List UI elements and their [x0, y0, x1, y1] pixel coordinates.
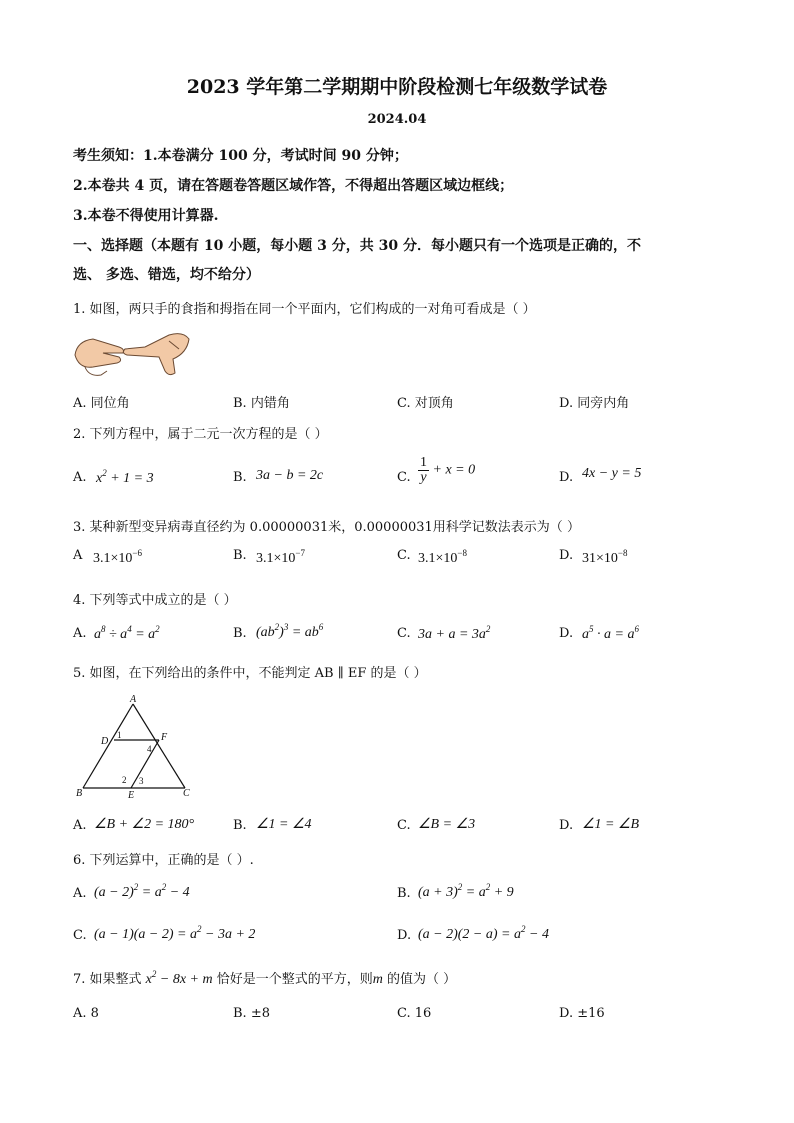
q6-label-d: D.	[397, 928, 412, 943]
q4-option-d: $a^5 \cdot a = a^6$	[582, 624, 639, 642]
q4-label-d: D.	[559, 626, 574, 641]
q1-option-b: B. 内错角	[233, 396, 290, 411]
question-3-stem: 3. 某种新型变异病毒直径约为 0.00000031米，0.00000031用科学记数法表示为（ ）	[73, 520, 580, 535]
q1-option-c: C. 对顶角	[397, 396, 454, 411]
q7-option-a: A. 8	[73, 1006, 99, 1021]
section-header-line-2: 选、 多选、错选，均不给分）	[73, 267, 260, 283]
q3-label-c: C.	[397, 548, 411, 563]
q3-option-a: $3.1\times 10^{-6}$	[93, 548, 142, 566]
q4-label-b: B.	[233, 626, 247, 641]
fig-label-f: F	[161, 732, 168, 743]
q6-label-b: B.	[397, 886, 411, 901]
question-2-stem: 2. 下列方程中，属于二元一次方程的是（ ）	[73, 427, 328, 442]
q2-option-d: 4x − y = 5	[582, 466, 642, 481]
exam-date: 2024.04	[367, 112, 427, 127]
fig-angle-2: 2	[122, 775, 127, 785]
q4-label-a: A.	[73, 626, 87, 641]
q4-option-c: $3a + a = 3a^2$	[418, 624, 491, 642]
q6-option-a: $(a - 2)^2 = a^2 - 4$	[94, 882, 190, 900]
q3-label-a: A	[73, 548, 83, 563]
q5-option-a: ∠B + ∠2 = 180°	[94, 817, 195, 832]
q6-option-d: $(a - 2)(2 - a) = a^2 - 4$	[418, 924, 549, 942]
section-header-line-1: 一、选择题（本题有 10 小题，每小题 3 分，共 30 分．每小题只有一个选项是正确的，不	[73, 238, 641, 254]
q3-label-b: B.	[233, 548, 247, 563]
fig-label-c: C	[183, 788, 190, 798]
q5-option-b: ∠1 = ∠4	[256, 817, 312, 832]
notice-line-3: 3.本卷不得使用计算器.	[73, 208, 219, 224]
q4-label-c: C.	[397, 626, 411, 641]
q5-option-d: ∠1 = ∠B	[582, 817, 640, 832]
question-6-stem: 6. 下列运算中，正确的是（ ）.	[73, 853, 254, 868]
fig-angle-4: 4	[147, 744, 152, 754]
hands-figure	[73, 327, 191, 379]
question-7-stem	[73, 968, 456, 988]
q2-option-a: $x^2 + 1 = 3$	[96, 468, 154, 486]
q7-stem-math: $x^2 - 8x + m$	[145, 969, 213, 987]
q6-label-c: C.	[73, 928, 87, 943]
fig-label-b: B	[76, 788, 83, 798]
q3-label-d: D.	[559, 548, 574, 563]
q5-label-b: B.	[233, 818, 247, 833]
question-4-stem: 4. 下列等式中成立的是（ ）	[73, 593, 237, 608]
triangle-figure	[73, 692, 197, 798]
fig-label-d: D	[101, 736, 109, 747]
q7-stem-post: 的值为（ ）	[382, 972, 457, 987]
q5-label-c: C.	[397, 818, 411, 833]
q6-label-a: A.	[73, 886, 87, 901]
q6-option-b: $(a + 3)^2 = a^2 + 9$	[418, 882, 514, 900]
q7-stem-m: m	[372, 972, 383, 987]
q5-label-a: A.	[73, 818, 87, 833]
q5-label-d: D.	[559, 818, 574, 833]
q2-label-c: C.	[397, 470, 411, 485]
q6-option-c: $(a - 1)(a - 2) = a^2 - 3a + 2$	[94, 924, 256, 942]
q7-stem-pre: 7. 如果整式	[73, 972, 146, 987]
question-1-stem: 1. 如图，两只手的食指和拇指在同一个平面内，它们构成的一对角可看成是（ ）	[73, 302, 536, 317]
fig-label-a: A	[130, 694, 137, 705]
q4-option-b: $(ab^2)^3 = ab^6$	[256, 622, 324, 640]
q7-option-c: C. 16	[397, 1006, 432, 1021]
q5-option-c: ∠B = ∠3	[418, 817, 476, 832]
q2-label-d: D.	[559, 470, 574, 485]
exam-title: 2023 学年第二学期期中阶段检测七年级数学试卷	[186, 76, 608, 98]
q2-label-a: A.	[73, 470, 87, 485]
q7-option-b: B. ±8	[233, 1006, 270, 1021]
q4-option-a: $a^8 \div a^4 = a^2$	[94, 624, 160, 642]
notice-line-1: 考生须知：1.本卷满分 100 分，考试时间 90 分钟；	[73, 148, 408, 164]
fig-angle-1: 1	[117, 730, 122, 740]
fig-label-e: E	[128, 790, 135, 798]
q2-option-b: 3a − b = 2c	[256, 468, 324, 483]
question-5-stem: 5. 如图，在下列给出的条件中，不能判定 AB ∥ EF 的是（ ）	[73, 666, 427, 681]
q7-stem-mid: 恰好是一个整式的平方，则	[212, 972, 373, 987]
fig-angle-3: 3	[139, 776, 144, 786]
q1-option-a: A. 同位角	[73, 396, 130, 411]
q2-option-c: $\frac{1}{y}$ + x = 0	[420, 455, 476, 485]
q2-label-b: B.	[233, 470, 247, 485]
q7-option-d: D. ±16	[559, 1006, 605, 1021]
q3-option-b: $3.1\times 10^{-7}$	[256, 548, 305, 566]
q3-option-d: $31\times 10^{-8}$	[582, 548, 628, 566]
q1-option-d: D. 同旁内角	[559, 396, 630, 411]
notice-line-2: 2.本卷共 4 页，请在答题卷答题区域作答，不得超出答题区域边框线；	[73, 178, 514, 194]
q3-option-c: $3.1\times 10^{-8}$	[418, 548, 467, 566]
